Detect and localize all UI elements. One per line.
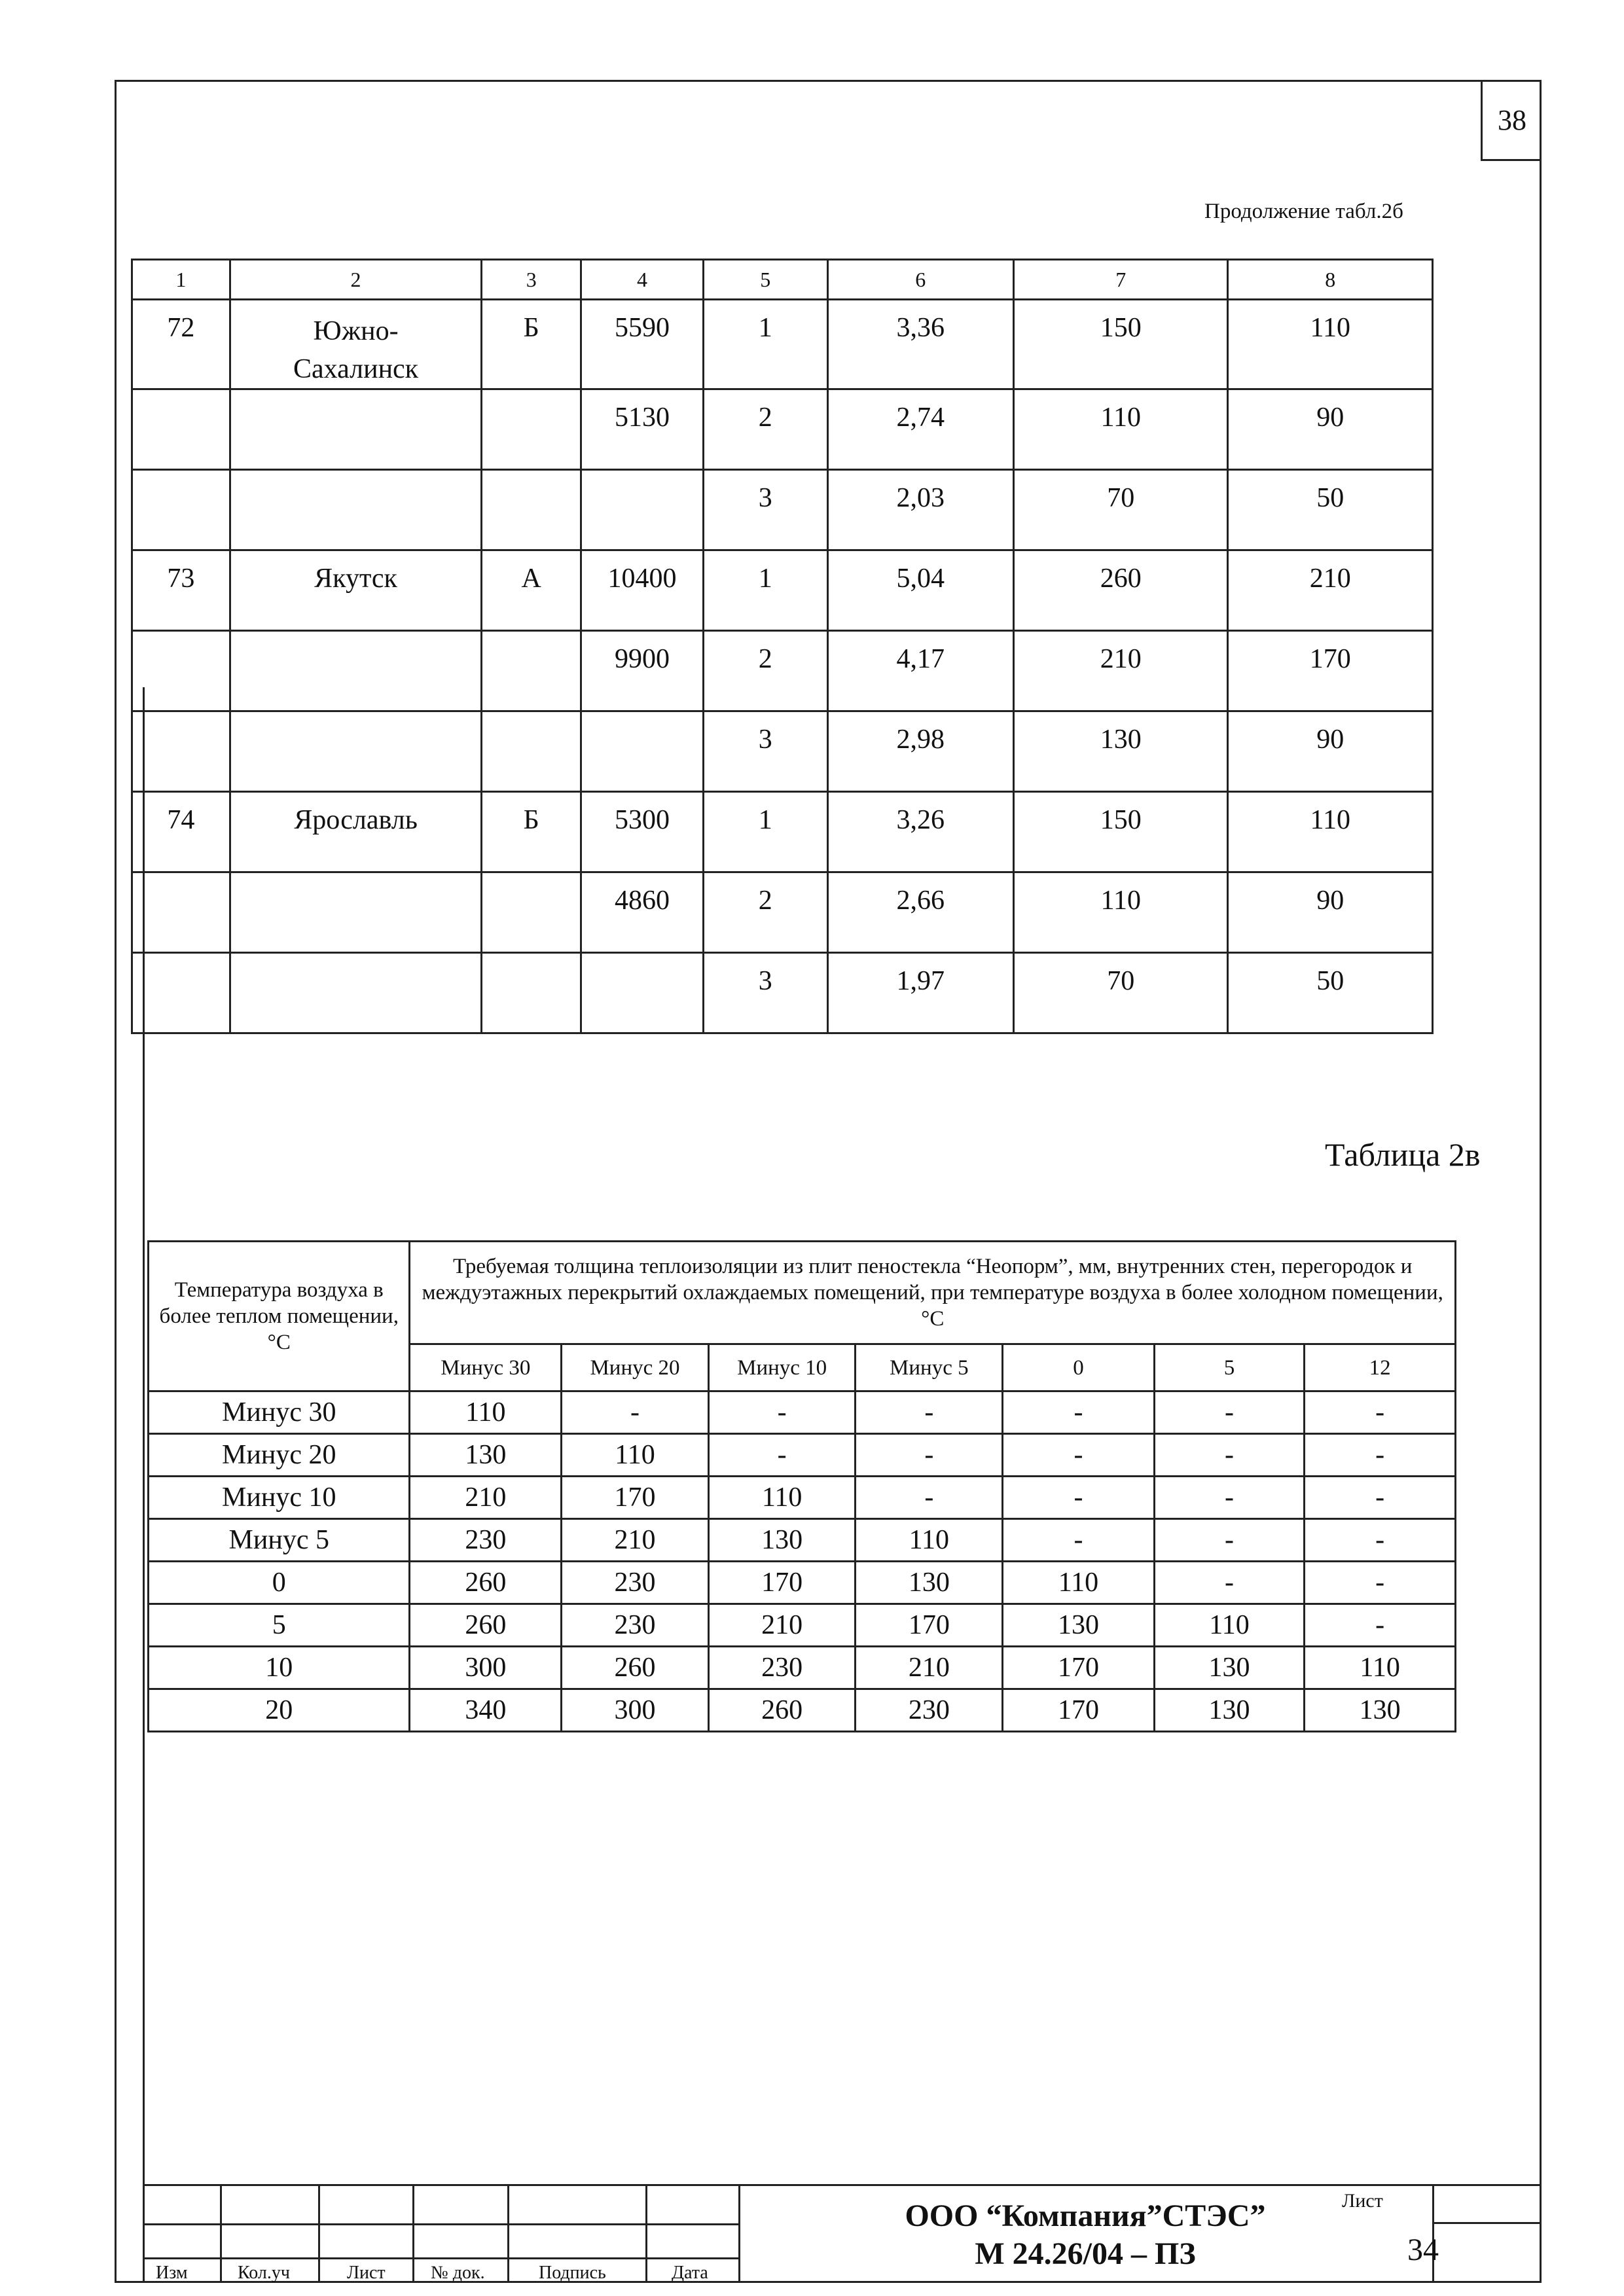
table-cell: - xyxy=(1305,1391,1456,1434)
table-cell: 74 xyxy=(132,792,230,872)
table-cell: 170 xyxy=(1003,1689,1155,1732)
stamp-label: Лист xyxy=(347,2263,386,2283)
table-cell: Якутск xyxy=(230,550,482,631)
table-cell: 110 xyxy=(1305,1647,1456,1689)
table-cell: 70 xyxy=(1014,470,1228,550)
table-cell: 50 xyxy=(1228,470,1433,550)
table-row xyxy=(132,953,1433,1033)
table-row xyxy=(132,550,1433,631)
table-cell xyxy=(230,470,482,550)
table-cell: 90 xyxy=(1228,389,1433,470)
header-cell: 8 xyxy=(1228,260,1433,300)
header-cell: 5 xyxy=(703,260,827,300)
table-cell: 230 xyxy=(562,1604,709,1647)
table-cell: - xyxy=(856,1391,1003,1434)
title-block xyxy=(143,2184,1542,2283)
column-header: 5 xyxy=(1154,1344,1305,1391)
column-header: 12 xyxy=(1305,1344,1456,1391)
table-cell: 210 xyxy=(562,1519,709,1562)
table-cell: 110 xyxy=(856,1519,1003,1562)
table-cell xyxy=(482,389,581,470)
table-cell: 260 xyxy=(708,1689,856,1732)
table-cell xyxy=(230,631,482,711)
table-cell: 260 xyxy=(562,1647,709,1689)
table-cell: Б xyxy=(482,792,581,872)
table-cell: - xyxy=(1305,1519,1456,1562)
table-row xyxy=(149,1477,1456,1519)
row-header: Температура воздуха в более теплом помещении, °С xyxy=(149,1242,410,1391)
table-cell: 300 xyxy=(562,1689,709,1732)
table-cell xyxy=(482,872,581,953)
table-row xyxy=(149,1647,1456,1689)
table-cell xyxy=(230,872,482,953)
table-cell: 210 xyxy=(1014,631,1228,711)
table-cell: 170 xyxy=(562,1477,709,1519)
table-cell: 130 xyxy=(1305,1689,1456,1732)
cell-line: Южно- xyxy=(313,316,399,346)
table-cell: - xyxy=(856,1434,1003,1477)
table-cell: 3,36 xyxy=(827,300,1014,389)
table-row xyxy=(132,389,1433,470)
row-label: Минус 20 xyxy=(149,1434,410,1477)
table-row xyxy=(149,1689,1456,1732)
table-cell: 2,74 xyxy=(827,389,1014,470)
table-cell: 230 xyxy=(410,1519,562,1562)
table-cell xyxy=(132,953,230,1033)
table-cell: 210 xyxy=(856,1647,1003,1689)
header-cell: 4 xyxy=(581,260,704,300)
table-cell: - xyxy=(1154,1391,1305,1434)
table-cell: 260 xyxy=(1014,550,1228,631)
table-cell: - xyxy=(1305,1477,1456,1519)
table-cell: 130 xyxy=(410,1434,562,1477)
column-header: Минус 20 xyxy=(562,1344,709,1391)
stamp-label: Дата xyxy=(672,2263,708,2283)
table-cell: - xyxy=(1003,1391,1155,1434)
table-cell: 2,03 xyxy=(827,470,1014,550)
stamp-label: Подпись xyxy=(539,2263,606,2283)
table-row xyxy=(149,1562,1456,1604)
table-cell: - xyxy=(1305,1562,1456,1604)
table-cell: 130 xyxy=(1154,1647,1305,1689)
table-cell: 5590 xyxy=(581,300,704,389)
table-cell: 3,26 xyxy=(827,792,1014,872)
table-cell: - xyxy=(562,1391,709,1434)
table-cell: 110 xyxy=(410,1391,562,1434)
table-cell: 260 xyxy=(410,1562,562,1604)
table-row xyxy=(132,792,1433,872)
table-cell: 210 xyxy=(1228,550,1433,631)
table-cell: 110 xyxy=(1228,300,1433,389)
table-2b xyxy=(131,259,1434,1034)
table-cell: 110 xyxy=(1014,389,1228,470)
table-cell: 73 xyxy=(132,550,230,631)
table-cell: 230 xyxy=(856,1689,1003,1732)
table-cell: 130 xyxy=(1014,711,1228,792)
table-cell: - xyxy=(708,1391,856,1434)
table-row xyxy=(132,631,1433,711)
table-cell: 3 xyxy=(703,953,827,1033)
table-cell: 170 xyxy=(856,1604,1003,1647)
table-cell: - xyxy=(708,1434,856,1477)
table-row xyxy=(132,470,1433,550)
table-cell xyxy=(132,470,230,550)
table-cell: 5,04 xyxy=(827,550,1014,631)
table-row xyxy=(149,1434,1456,1477)
table-cell: 90 xyxy=(1228,872,1433,953)
table-cell xyxy=(230,389,482,470)
row-label: Минус 10 xyxy=(149,1477,410,1519)
table-cell: - xyxy=(1003,1434,1155,1477)
table-cell: 10400 xyxy=(581,550,704,631)
document-code: М 24.26/04 – ПЗ xyxy=(975,2236,1196,2271)
table-cell: 90 xyxy=(1228,711,1433,792)
table-cell: 130 xyxy=(856,1562,1003,1604)
row-label: 10 xyxy=(149,1647,410,1689)
table-cell: 110 xyxy=(1014,872,1228,953)
table-cell: 110 xyxy=(1003,1562,1155,1604)
table-cell: 110 xyxy=(708,1477,856,1519)
header-cell: 6 xyxy=(827,260,1014,300)
table-cell: 170 xyxy=(1003,1647,1155,1689)
table-cell xyxy=(482,711,581,792)
table-cell: 3 xyxy=(703,470,827,550)
row-label: Минус 30 xyxy=(149,1391,410,1434)
table-cell: - xyxy=(1003,1477,1155,1519)
header-cell: 1 xyxy=(132,260,230,300)
table-cell: 130 xyxy=(1003,1604,1155,1647)
table-cell: 2,98 xyxy=(827,711,1014,792)
table-cell: 210 xyxy=(410,1477,562,1519)
table-cell: 230 xyxy=(708,1647,856,1689)
table-row xyxy=(132,300,1433,389)
table-cell xyxy=(581,470,704,550)
table-row xyxy=(149,1519,1456,1562)
table-cell: 260 xyxy=(410,1604,562,1647)
row-label: 0 xyxy=(149,1562,410,1604)
table-row xyxy=(149,1391,1456,1434)
table-cell: 130 xyxy=(708,1519,856,1562)
table-cell: 1 xyxy=(703,792,827,872)
table-row xyxy=(132,711,1433,792)
table-2v-title: Таблица 2в xyxy=(1325,1136,1481,1173)
table-cell xyxy=(482,470,581,550)
table-cell: 110 xyxy=(1154,1604,1305,1647)
sheet-number: 38 xyxy=(1481,80,1542,161)
table-cell: 2 xyxy=(703,389,827,470)
column-header: Минус 10 xyxy=(708,1344,856,1391)
table-cell: 4860 xyxy=(581,872,704,953)
table-cell: 300 xyxy=(410,1647,562,1689)
table-cell xyxy=(230,300,482,389)
table-cell: - xyxy=(1003,1519,1155,1562)
table-cell: 110 xyxy=(562,1434,709,1477)
table-cell: - xyxy=(1154,1434,1305,1477)
table-row xyxy=(132,872,1433,953)
header-cell: 2 xyxy=(230,260,482,300)
table-cell: 150 xyxy=(1014,300,1228,389)
table-cell: - xyxy=(1154,1477,1305,1519)
cell-line: Сахалинск xyxy=(293,354,419,384)
stamp-label: Изм xyxy=(156,2263,188,2283)
sheet-value: 34 xyxy=(1407,2233,1439,2267)
table-cell: 170 xyxy=(708,1562,856,1604)
table-cell: - xyxy=(856,1477,1003,1519)
table-cell: 230 xyxy=(562,1562,709,1604)
table-cell: Б xyxy=(482,300,581,389)
table-cell xyxy=(132,872,230,953)
table-cell xyxy=(482,953,581,1033)
column-header: Минус 30 xyxy=(410,1344,562,1391)
table-cell xyxy=(230,953,482,1033)
table-cell: 1 xyxy=(703,300,827,389)
table-cell xyxy=(581,953,704,1033)
table-cell xyxy=(132,631,230,711)
table-cell: 70 xyxy=(1014,953,1228,1033)
table-cell: 5300 xyxy=(581,792,704,872)
table-cell: - xyxy=(1154,1519,1305,1562)
table-cell: 170 xyxy=(1228,631,1433,711)
table-cell: 1 xyxy=(703,550,827,631)
table-cell: - xyxy=(1154,1562,1305,1604)
header-cell: 7 xyxy=(1014,260,1228,300)
continuation-label: Продолжение табл.2б xyxy=(1204,200,1403,223)
table-cell xyxy=(581,711,704,792)
table-row xyxy=(149,1604,1456,1647)
table-cell xyxy=(132,389,230,470)
table-cell: 130 xyxy=(1154,1689,1305,1732)
table-cell: 150 xyxy=(1014,792,1228,872)
row-label: 20 xyxy=(149,1689,410,1732)
table-cell: 4,17 xyxy=(827,631,1014,711)
table-cell: 72 xyxy=(132,300,230,389)
table-cell: 9900 xyxy=(581,631,704,711)
header-cell: 3 xyxy=(482,260,581,300)
table-2v xyxy=(147,1240,1456,1732)
table-cell: 3 xyxy=(703,711,827,792)
stamp-label: Кол.уч xyxy=(238,2263,290,2283)
table-cell: 2 xyxy=(703,872,827,953)
table-cell: 110 xyxy=(1228,792,1433,872)
table-cell xyxy=(132,711,230,792)
table-cell: - xyxy=(1305,1434,1456,1477)
table-2b-header-row xyxy=(132,260,1433,300)
column-header: 0 xyxy=(1003,1344,1155,1391)
column-header: Минус 5 xyxy=(856,1344,1003,1391)
table-cell: 2,66 xyxy=(827,872,1014,953)
table-cell: 340 xyxy=(410,1689,562,1732)
stamp-label: № док. xyxy=(431,2263,485,2283)
row-label: Минус 5 xyxy=(149,1519,410,1562)
table-cell: А xyxy=(482,550,581,631)
table-cell xyxy=(482,631,581,711)
table-cell: 5130 xyxy=(581,389,704,470)
company-name: ООО “Компания”СТЭС” xyxy=(905,2198,1266,2233)
table-cell: - xyxy=(1305,1604,1456,1647)
row-label: 5 xyxy=(149,1604,410,1647)
table-cell: 50 xyxy=(1228,953,1433,1033)
table-cell: 2 xyxy=(703,631,827,711)
table-cell xyxy=(230,711,482,792)
table-cell: 1,97 xyxy=(827,953,1014,1033)
table-cell: Ярославль xyxy=(230,792,482,872)
table-cell: 210 xyxy=(708,1604,856,1647)
sheet-label: Лист xyxy=(1342,2190,1383,2212)
group-header: Требуемая толщина теплоизоляции из плит пеностекла “Неопорм”, мм, внутренних стен, перегородок и междуэтажных перекрытий охлаждаемых помещений, при температуре воздуха в более холодном помещении, °С xyxy=(410,1242,1456,1344)
